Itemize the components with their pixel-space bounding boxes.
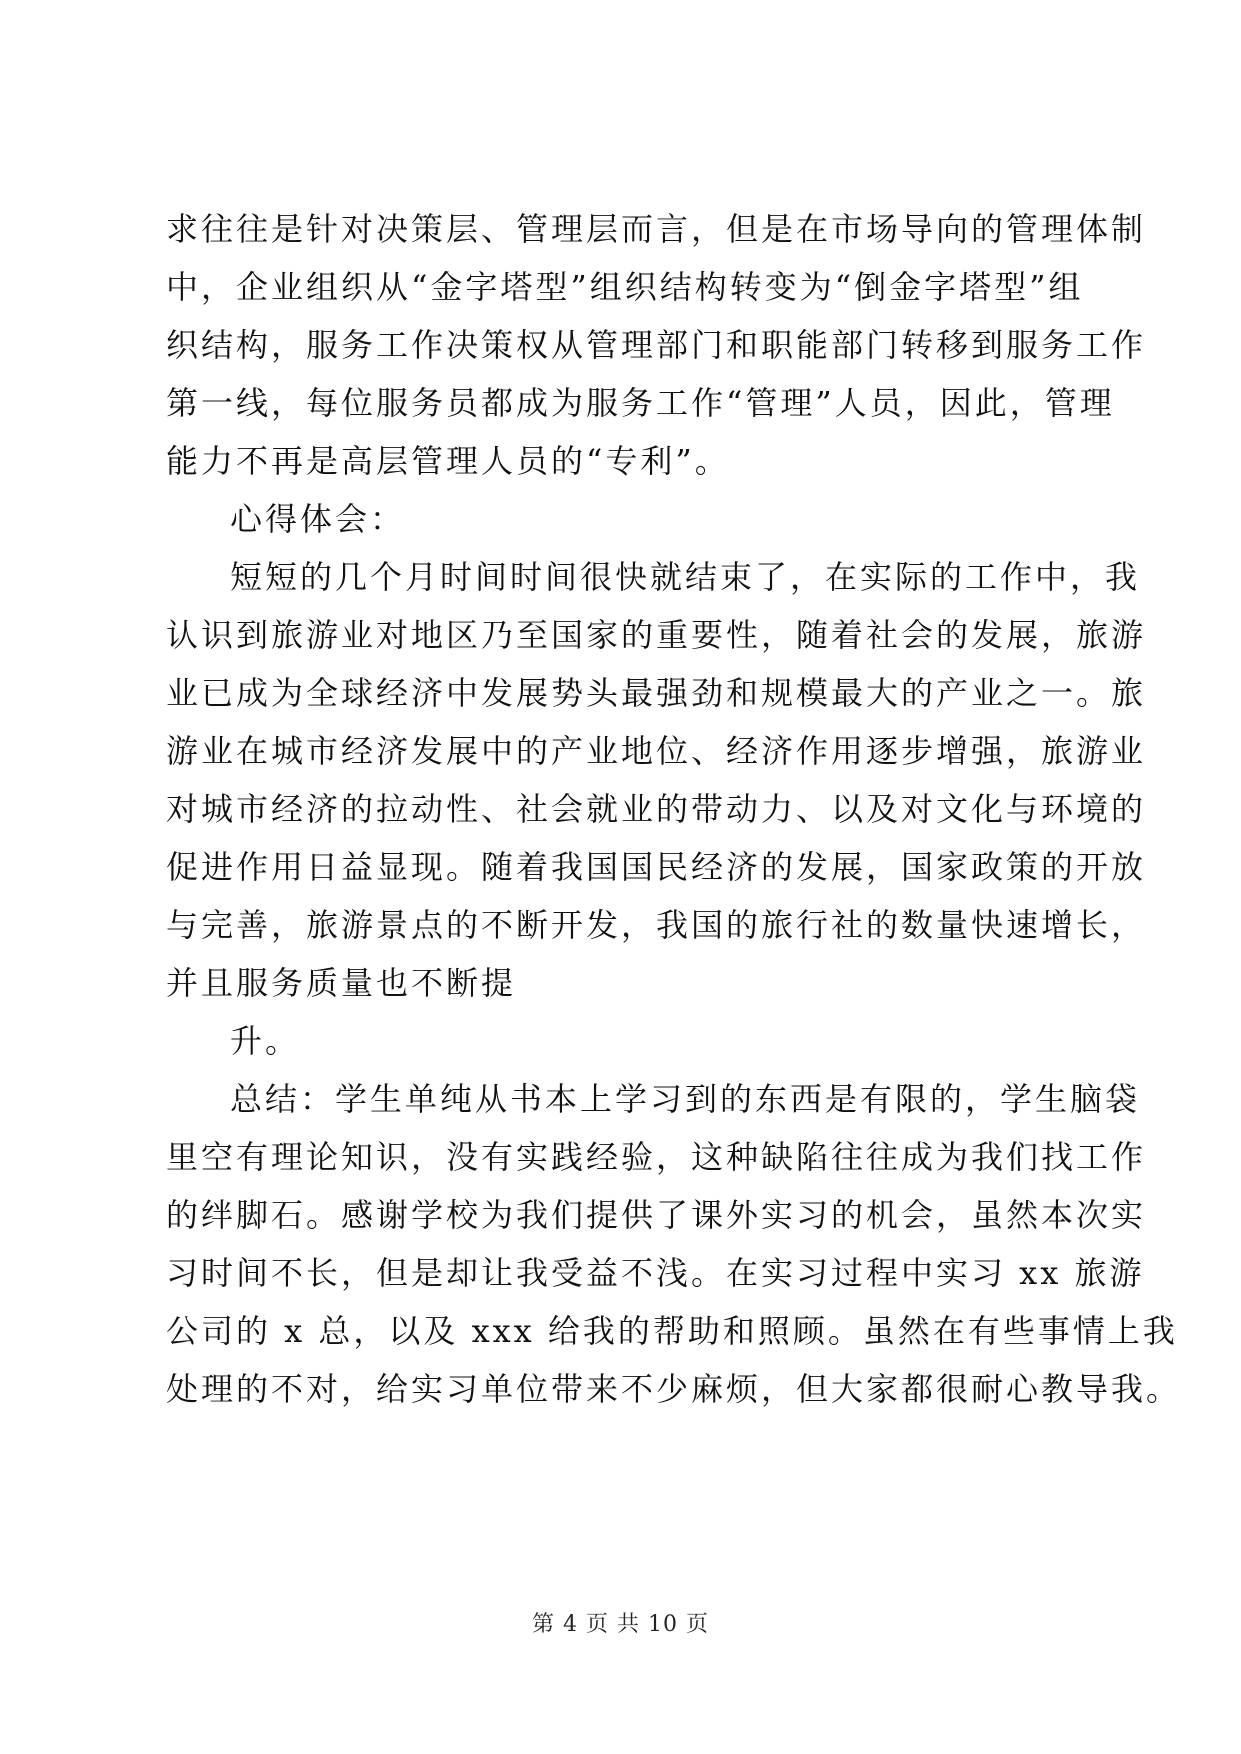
text-line: 总结：学生单纯从书本上学习到的东西是有限的，学生脑袋 — [230, 1080, 1141, 1118]
text-line: 求往往是针对决策层、管理层而言，但是在市场导向的管理体制 — [166, 210, 1147, 248]
text-line: 第一线，每位服务员都成为服务工作“管理”人员，因此，管理 — [166, 384, 1115, 422]
text-line: 的绊脚石。感谢学校为我们提供了课外实习的机会，虽然本次实 — [166, 1196, 1147, 1234]
text-line: 升。 — [230, 1022, 301, 1060]
text-line: 中，企业组织从“金字塔型”组织结构转变为“倒金字塔型”组 — [166, 268, 1084, 306]
text-line: 对城市经济的拉动性、社会就业的带动力、以及对文化与环境的 — [166, 790, 1147, 828]
text-line: 游业在城市经济发展中的产业地位、经济作用逐步增强，旅游业 — [166, 732, 1147, 770]
text-line: 织结构，服务工作决策权从管理部门和职能部门转移到服务工作 — [166, 326, 1147, 364]
text-line: 与完善，旅游景点的不断开发，我国的旅行社的数量快速增长， — [166, 906, 1147, 944]
text-line: 业已成为全球经济中发展势头最强劲和规模最大的产业之一。旅 — [166, 674, 1147, 712]
text-line: 处理的不对，给实习单位带来不少麻烦，但大家都很耐心教导我。 — [166, 1370, 1182, 1408]
text-line: 短短的几个月时间时间很快就结束了，在实际的工作中，我 — [230, 558, 1141, 596]
text-line: 能力不再是高层管理人员的“专利”。 — [166, 442, 730, 480]
page-number-footer: 第 4 页 共 10 页 — [532, 1612, 709, 1637]
text-line: 习时间不长，但是却让我受益不浅。在实习过程中实习 xx 旅游 — [166, 1254, 1145, 1292]
text-line: 公司的 x 总，以及 xxx 给我的帮助和照顾。虽然在有些事情上我 — [166, 1312, 1178, 1350]
text-line: 认识到旅游业对地区乃至国家的重要性，随着社会的发展，旅游 — [166, 616, 1147, 654]
text-line: 里空有理论知识，没有实践经验，这种缺陷往往成为我们找工作 — [166, 1138, 1147, 1176]
text-line: 并且服务质量也不断提 — [166, 964, 517, 1002]
section-heading: 心得体会： — [230, 500, 406, 538]
text-line: 促进作用日益显现。随着我国国民经济的发展，国家政策的开放 — [166, 848, 1147, 886]
